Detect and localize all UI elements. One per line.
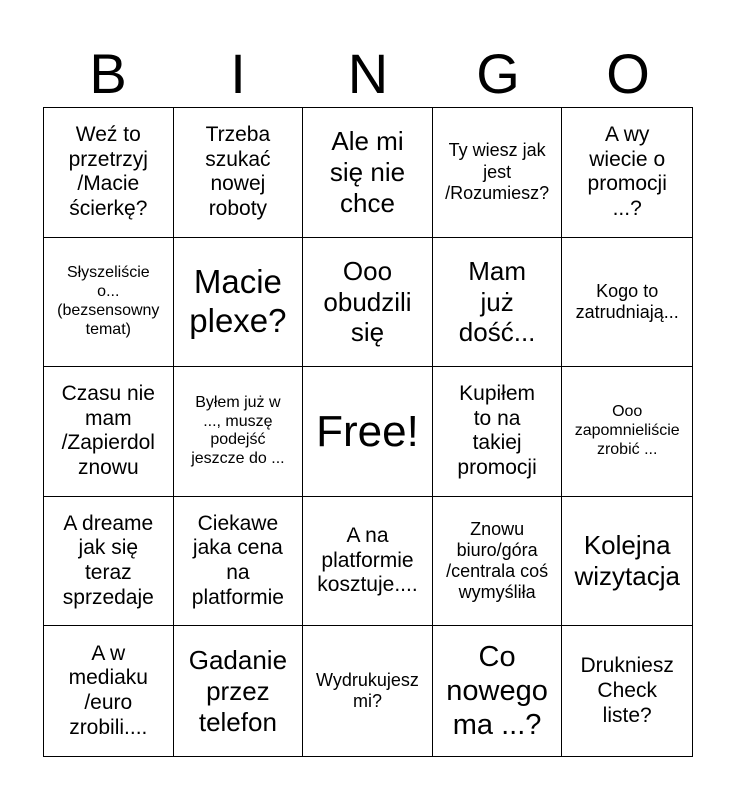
bingo-cell-text: Trzeba szukać nowej roboty (205, 122, 271, 221)
bingo-cell-r2-c2[interactable] (174, 238, 304, 368)
bingo-cell-text: Wydrukujesz mi? (316, 669, 419, 712)
bingo-cell-r1-c2[interactable] (174, 108, 304, 238)
bingo-cell-r4-c5[interactable] (562, 497, 692, 627)
bingo-cell-text: Ty wiesz jak jest /Rozumiesz? (445, 140, 550, 203)
bingo-cell-text: A w mediaku /euro zrobili.... (68, 641, 148, 739)
bingo-cell-text: Kogo to zatrudniają... (575, 280, 679, 322)
bingo-cell-text: Znowu biuro/góra /centrala coś wymyśliła (446, 518, 549, 603)
bingo-cell-r5-c5[interactable] (562, 626, 692, 756)
bingo-cell-r5-c2[interactable] (174, 626, 304, 756)
bingo-board (43, 107, 693, 757)
bingo-cell-r5-c4[interactable] (433, 626, 563, 756)
bingo-cell-r2-c4[interactable] (433, 238, 563, 368)
bingo-cell-r2-c1[interactable] (44, 238, 174, 368)
bingo-cell-r2-c3[interactable] (303, 238, 433, 368)
bingo-cell-text: Czasu nie mam /Zapierdol znowu (61, 381, 155, 480)
bingo-cell-text: Co nowego ma ...? (446, 640, 548, 742)
bingo-cell-r1-c3[interactable] (303, 108, 433, 238)
bingo-cell-r1-c5[interactable] (562, 108, 692, 238)
bingo-cell-text: A wy wiecie o promocji ...? (587, 122, 667, 221)
bingo-cell-r3-c4[interactable] (433, 367, 563, 497)
header-letter-g: G (476, 42, 520, 105)
bingo-cell-text: Kolejna wizytacja (574, 530, 680, 592)
header-letter-n: N (347, 42, 389, 105)
bingo-cell-r4-c1[interactable] (44, 497, 174, 627)
bingo-header (43, 40, 693, 108)
header-letter-i: I (230, 42, 246, 105)
bingo-cell-r2-c5[interactable] (562, 238, 692, 368)
bingo-cell-text: Ale mi się nie chce (329, 126, 406, 218)
bingo-cell-text: Macie plexe? (189, 262, 287, 339)
bingo-cell-r5-c1[interactable] (44, 626, 174, 756)
bingo-cell-r4-c3[interactable] (303, 497, 433, 627)
bingo-cell-text: Free! (316, 406, 419, 456)
bingo-cell-text: Gadanie przez telefon (188, 645, 288, 737)
bingo-cell-r1-c4[interactable] (433, 108, 563, 238)
bingo-cell-r3-c2[interactable] (174, 367, 304, 497)
header-letter-o: O (606, 42, 650, 105)
bingo-cell-text: A na platformie kosztuje.... (317, 523, 418, 597)
bingo-cell-text: Słyszeliście o... (bezsensowny temat) (57, 264, 160, 338)
bingo-cell-text: Ooo zapomnieliście zrobić ... (574, 403, 680, 458)
bingo-cell-r3-c5[interactable] (562, 367, 692, 497)
bingo-cell-text: Weź to przetrzyj /Macie ścierkę? (68, 122, 148, 221)
bingo-cell-text: Byłem już w ..., muszę podejść jeszcze do ... (191, 393, 285, 468)
bingo-cell-r4-c4[interactable] (433, 497, 563, 627)
bingo-cell-text: Ooo obudzili się (323, 255, 412, 348)
bingo-cell-text: Mam już dość... (458, 255, 536, 348)
bingo-cell-r3-c1[interactable] (44, 367, 174, 497)
bingo-cell-free[interactable] (303, 367, 433, 497)
bingo-cell-text: Drukniesz Check liste? (580, 654, 674, 727)
bingo-cell-text: Ciekawe jaka cena na platformie (191, 511, 284, 609)
bingo-cell-r1-c1[interactable] (44, 108, 174, 238)
bingo-cell-text: A dreame jak się teraz sprzedaje (62, 511, 154, 609)
bingo-cell-r4-c2[interactable] (174, 497, 304, 627)
bingo-cell-text: Kupiłem to na takiej promocji (457, 381, 537, 480)
bingo-cell-r5-c3[interactable] (303, 626, 433, 756)
header-letter-b: B (89, 42, 127, 105)
